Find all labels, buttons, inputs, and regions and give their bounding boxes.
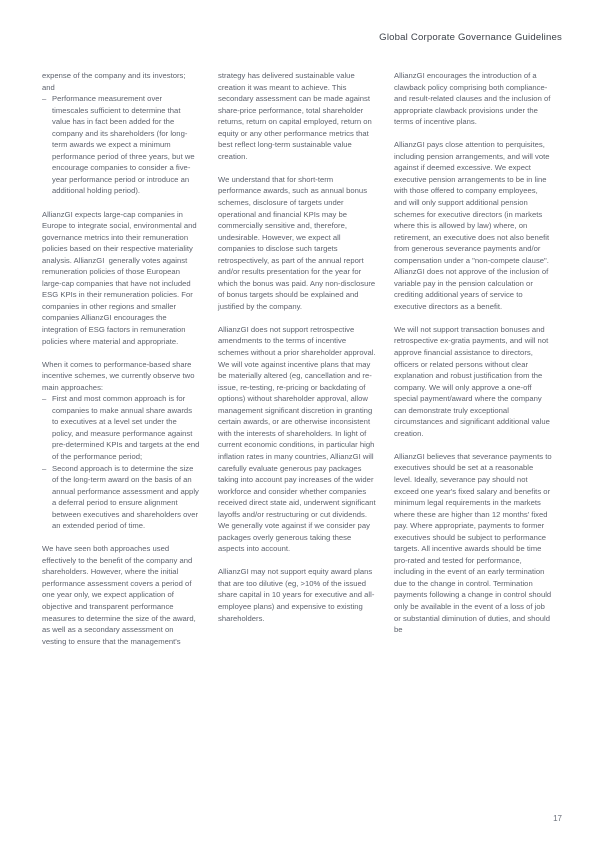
paragraph-esg-metrics: AllianzGI expects large-cap companies in Europe to integrate social, environmental and governance metrics into their remuneration policies based on their respective materiality analysis. AllianzGI generally votes against remuneration policies of those European large-cap companies that have not included ESG KPIs in their remuneration policies. For companies in other regions and smaller companies AllianzGI encourages the integration of ESG factors in remuneration policies where material and appropriate. <box>42 209 199 346</box>
page-header-title: Global Corporate Governance Guidelines <box>379 32 562 43</box>
paragraph-severance-payments: AllianzGI believes that severance payments to executives should be set at a reasonable level. Ideally, severance pay should not exceed one year's fixed salary and benefits or minimum legal requirements in the markets where these are higher than 12 months' fixed pay. Where appropriate, payments to former executives should be subject to performance targets. All incentive awards should be time pro-rated and tested for performance, including in the event of an early termination due to the change in control. Termination payments following a change in control should only be available in the event of a loss of job or substantial diminution of duties, and should be <box>394 451 554 635</box>
three-column-body <box>42 70 562 800</box>
bullet-list-performance-measurement <box>42 93 200 197</box>
bullet-dash-icon: – <box>42 394 47 404</box>
paragraph-clawback-policy: AllianzGI encourages the introduction of a clawback policy comprising both compliance- and result-related clauses and the inclusion of appropriate clawback provisions under the terms of incentive plans. <box>394 71 553 127</box>
text-column-2 <box>218 70 376 800</box>
list-item-text: First and most common approach is for companies to make annual share awards to executives at a level set under the policy, and measure performance against pre-determined KPIs and targets at the end of the performance period; <box>52 394 202 461</box>
paragraph-transaction-bonuses: We will not support transaction bonuses and retrospective ex-gratia payments, and will not approve financial assistance to directors, officers or related persons without clear explanation and robust justification from the company. We will only approve a one-off special payment/award where the company can demonstrate truly exceptional circumstances and significant additional value creation. <box>394 324 553 438</box>
text-column-1 <box>42 70 200 800</box>
paragraph-continued-expense: expense of the company and its investors; and <box>42 71 188 92</box>
list-item-text: Performance measurement over timescales sufficient to determine that value has in fact been added for the company and its shareholders (for long-term awards we expect a minimum performance period of three years, but we encourage companies to consider a five-year performance period or introduce an additional holding period). <box>52 94 197 196</box>
bullet-list-approaches <box>42 393 200 532</box>
list-item-text: Second approach is to determine the size of the long-term award on the basis of an annual performance assessment and apply a deferral period to ensure alignment between executives and shareholders over an extended period of time. <box>52 463 202 531</box>
paragraph-both-approaches: We have seen both approaches used effectively to the benefit of the company and shareholders. However, where the initial performance assessment covers a period of one year only, we expect application of objective and transparent performance measures to determine the size of the award, as well as a secondary assessment on vesting to ensure that the management's <box>42 544 198 646</box>
paragraph-short-term-awards: We understand that for short-term performance awards, such as annual bonus schemes, disclosure of targets under operational and financial KPIs may be commercially sensitive and, therefore, undesirable. However, we expect all companies to disclose such targets retrospectively, as part of the annual report and/or results presentation for the year for which the bonus was paid. Any non-disclosure of bonus targets should be explained and justified by the company. <box>218 174 378 311</box>
list-item <box>42 393 200 462</box>
bullet-dash-icon: – <box>42 463 47 473</box>
list-item <box>42 93 200 197</box>
list-item <box>42 463 200 532</box>
bullet-dash-icon: – <box>42 94 47 104</box>
paragraph-dilutive-equity-plans: AllianzGI may not support equity award plans that are too dilutive (eg, >10% of the issued share capital in 10 years for executive and all-employee plans) and expensive to existing shareholders. <box>218 567 375 623</box>
page-number: 17 <box>553 814 562 823</box>
paragraph-retrospective-amendments: AllianzGI does not support retrospective amendments to the terms of incentive schemes without a prior shareholder approval. We will vote against incentive plans that may be materially altered (eg, cancellation and re-issue, re-testing, re-pricing or backdating of options) without shareholder approval, allow management significant discretion in granting certain awards, or are otherwise inconsistent with the interests of shareholders. In light of current economic conditions, in particular high inflation rates in many countries, AllianzGI will carefully evaluate generous pay packages taking into account pay increases of the wider workforce and consider whether companies received direct state aid, underwent significant layoffs and/or restructuring or cut dividends. We generally vote against if we consider pay packages overly generous taking these aspects into account. <box>218 324 378 554</box>
text-column-3 <box>394 70 552 800</box>
paragraph-approaches-intro: When it comes to performance-based share incentive schemes, we currently observe two main approaches: <box>42 359 197 392</box>
paragraph-perquisites-pensions: AllianzGI pays close attention to perquisites, including pension arrangements, and will vote against if deemed excessive. We expect executive pension arrangements to be in line with those offered to company employees, and will only support additional pension schemes for executive directors (in markets where this is allowed by law) where, on retirement, an executive does not also benefit from generous severance payments and/or compensation under a "non-compete clause". AllianzGI does not approve of the inclusion of variable pay in the pension calculation or crediting additional years of service to executive directors as a benefit. <box>394 140 552 311</box>
paragraph-strategy-value-creation: strategy has delivered sustainable value creation it was meant to achieve. This secondary assessment can be made against share-price performance, total shareholder returns, return on capital employed, return on equity or any other performance metrics that best reflect long-term sustainable value creation. <box>218 71 374 161</box>
